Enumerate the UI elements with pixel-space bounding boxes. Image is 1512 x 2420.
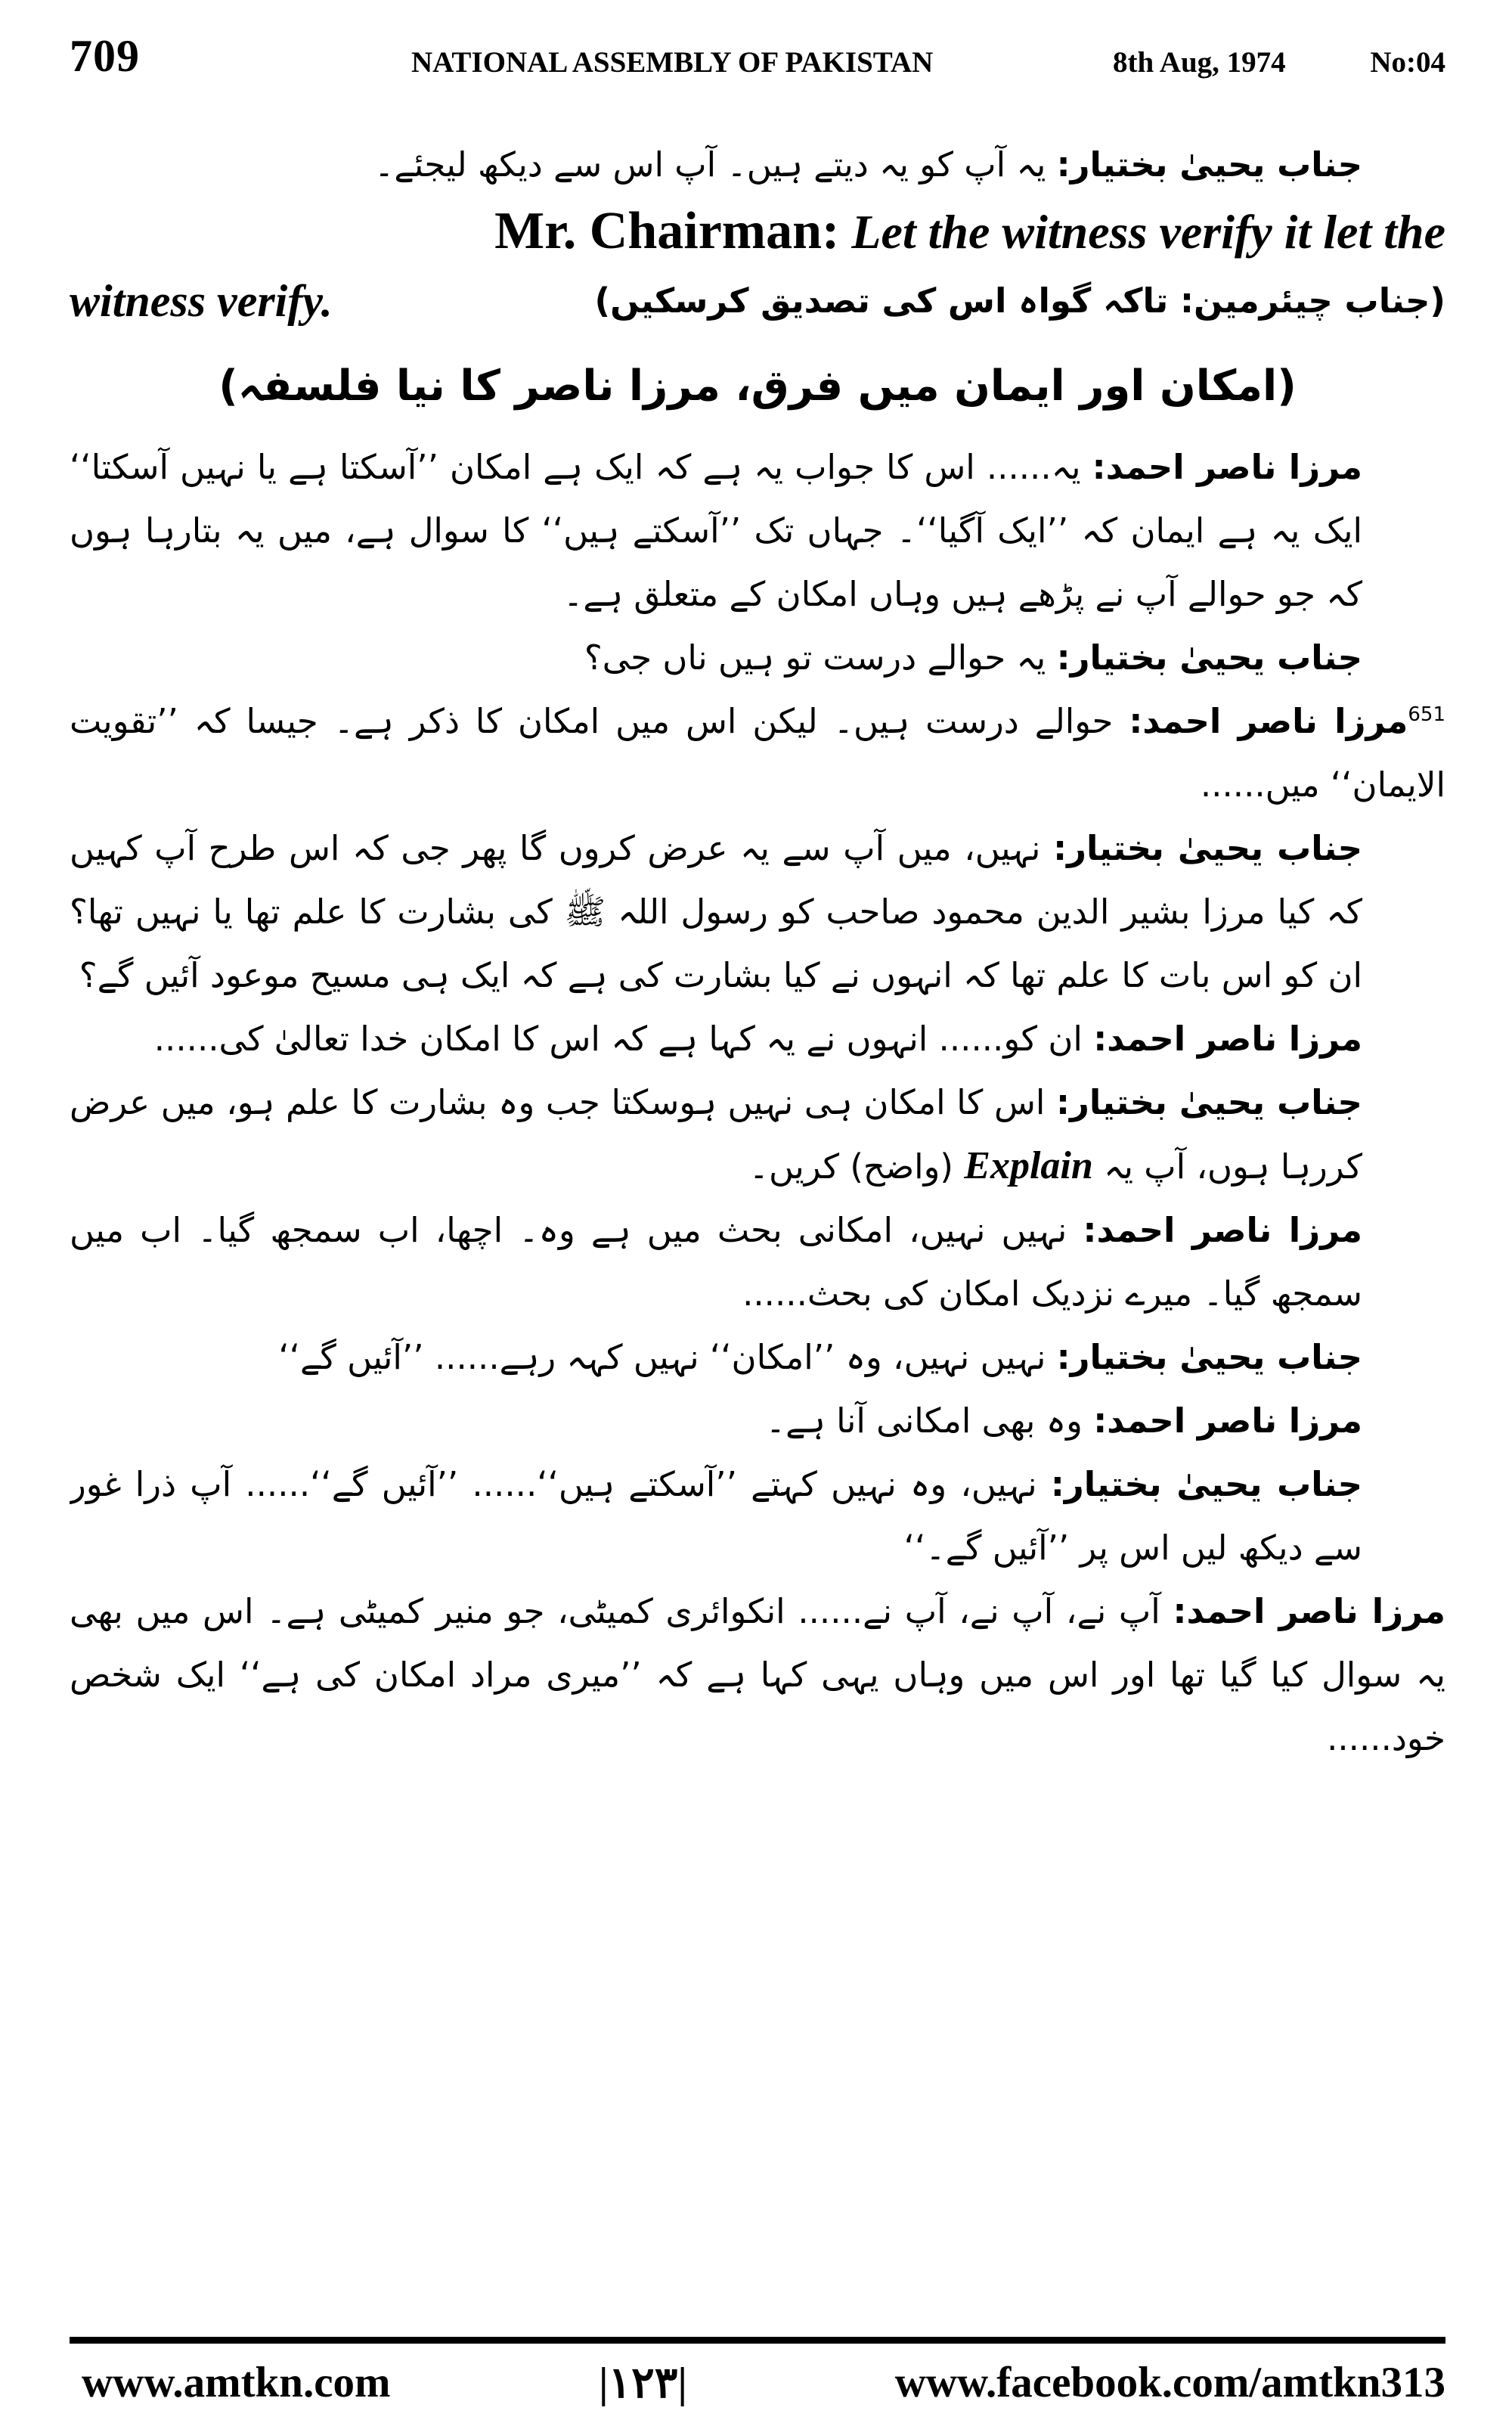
open-paren: ( <box>1430 281 1445 321</box>
header-title: NATIONAL ASSEMBLY OF PAKISTAN <box>411 46 934 79</box>
speaker-label: جناب یحییٰ بختیار: <box>1056 1337 1362 1377</box>
speech-text: وہ بھی امکانی آنا ہے۔ <box>765 1401 1083 1441</box>
footer-facebook: www.facebook.com/amtkn313 <box>894 2359 1445 2406</box>
paragraph-yahya-1 <box>70 133 1445 197</box>
speaker-label: جناب یحییٰ بختیار: <box>1056 144 1362 185</box>
speaker-label: مرزا ناصر احمد: <box>1093 1401 1362 1441</box>
speech-text: یہ حوالے درست تو ہیں ناں جی؟ <box>584 638 1046 678</box>
header-issue-number: No:04 <box>1370 46 1445 79</box>
speaker-label: مرزا ناصر احمد: <box>1083 1210 1362 1250</box>
paragraph-yahya-3 <box>70 817 1445 1007</box>
speech-text: نہیں نہیں، وہ ’’امکان‘‘ نہیں کہہ رہے...... ’’آئیں گے‘‘ <box>278 1337 1046 1377</box>
speaker-label: مرزا ناصر احمد: <box>1129 701 1408 741</box>
speaker-label: جناب یحییٰ بختیار: <box>1056 1082 1362 1122</box>
footer-website: www.amtkn.com <box>82 2359 391 2406</box>
speech-text: نہیں، وہ نہیں کہتے ’’آسکتے ہیں‘‘...... ’’آئیں گے‘‘...... آپ ذرا غور سے دیکھ لیں اس پر ’’آئیں گے۔‘‘ <box>70 1464 1362 1568</box>
footer-page-reference: |۱۲۳| <box>599 2360 687 2407</box>
paragraph-mirza-6 <box>70 1580 1445 1770</box>
speech-text: یہ آپ کو یہ دیتے ہیں۔ آپ اس سے دیکھ لیجئے۔ <box>374 144 1046 185</box>
speaker-label: جناب چیئرمین: <box>1179 281 1430 321</box>
paragraph-mirza-5 <box>70 1389 1445 1453</box>
page-footer <box>70 2350 1445 2411</box>
speech-text-english-cont: witness verify. <box>70 276 333 326</box>
speaker-label: مرزا ناصر احمد: <box>1173 1591 1445 1631</box>
speech-text: نہیں، میں آپ سے یہ عرض کروں گا پھر جی کہ اس طرح آپ کہیں کہ کیا مرزا بشیر الدین محمود صاحب کو رسول اللہ ﷺ کی بشارت کا علم تھا یا نہیں تھا؟ ان کو اس بات کا علم تھا کہ انہوں نے کیا بشارت کی ہے کہ ایک ہی مسیح موعود آئیں گے؟ <box>70 828 1362 995</box>
footnote-marker: 651 <box>1408 703 1445 726</box>
paragraph-yahya-5 <box>70 1326 1445 1389</box>
speaker-label: مرزا ناصر احمد: <box>1092 447 1362 487</box>
speech-text-cont: (واضح) کریں۔ <box>748 1146 953 1187</box>
paragraph-yahya-6 <box>70 1453 1445 1580</box>
speaker-label: جناب یحییٰ بختیار: <box>1056 638 1362 678</box>
footer-divider <box>70 2337 1445 2344</box>
speech-text: آپ نے، آپ نے، آپ نے...... انکوائری کمیٹی، جو منیر کمیٹی ہے۔ اس میں بھی یہ سوال کیا گیا تھا اور اس میں وہاں یہی کہا ہے کہ ’’میری مراد امکان کی ہے‘‘ ایک شخص خود...... <box>70 1591 1445 1758</box>
translation-urdu <box>595 266 1446 336</box>
speech-text: ان کو...... انہوں نے یہ کہا ہے کہ اس کا امکان خدا تعالیٰ کی...... <box>153 1019 1083 1059</box>
speech-text: نہیں نہیں، امکانی بحث میں ہے وہ۔ اچھا، اب سمجھ گیا۔ اب میں سمجھ گیا۔ میرے نزدیک امکان کی بحث...... <box>70 1210 1362 1314</box>
paragraph-yahya-2 <box>70 626 1445 690</box>
speaker-label: مرزا ناصر احمد: <box>1093 1019 1362 1059</box>
section-heading: (امکان اور ایمان میں فرق، مرزا ناصر کا نیا فلسفہ) <box>218 361 1297 411</box>
english-term: Explain <box>964 1144 1093 1187</box>
paragraph-mirza-4 <box>70 1199 1445 1326</box>
paragraph-chairman-translation <box>70 266 1445 336</box>
header-date: 8th Aug, 1974 <box>1113 46 1286 79</box>
paragraph-mirza-2 <box>70 690 1445 817</box>
speaker-label: جناب یحییٰ بختیار: <box>1053 828 1363 868</box>
speech-text-english: Let the witness verify it let the <box>851 205 1445 259</box>
speech-text: یہ...... اس کا جواب یہ ہے کہ ایک ہے امکان ’’آسکتا ہے یا نہیں آسکتا‘‘ ایک یہ ہے ایمان کہ ’’ایک آگیا‘‘۔ جہاں تک ’’آسکتے ہیں‘‘ کا سوال ہے، میں یہ بتارہا ہوں کہ جو حوالے آپ نے پڑھے ہیں وہاں امکان کے متعلق ہے۔ <box>70 447 1362 614</box>
page-header <box>70 26 1445 94</box>
paragraph-mirza-1 <box>70 436 1445 626</box>
speaker-label: جناب یحییٰ بختیار: <box>1050 1464 1362 1504</box>
paragraph-yahya-4 <box>70 1071 1445 1199</box>
speech-text: تاکہ گواہ اس کی تصدیق کرسکیں <box>610 281 1169 321</box>
speaker-label-english: Mr. Chairman: <box>494 202 840 260</box>
speech-text: اس کا امکان ہی نہیں ہوسکتا جب وہ بشارت کا علم ہو، میں عرض کررہا ہوں، آپ یہ <box>70 1082 1362 1187</box>
paragraph-chairman-english <box>70 197 1445 266</box>
speech-text: حوالے درست ہیں۔ لیکن اس میں امکان کا ذکر ہے۔ جیسا کہ ’’تقویت الایمان‘‘ میں...... <box>70 701 1445 805</box>
transcript-body <box>70 133 1445 2326</box>
page-number: 709 <box>70 31 140 81</box>
close-paren: ) <box>594 281 611 321</box>
paragraph-mirza-3 <box>70 1007 1445 1071</box>
